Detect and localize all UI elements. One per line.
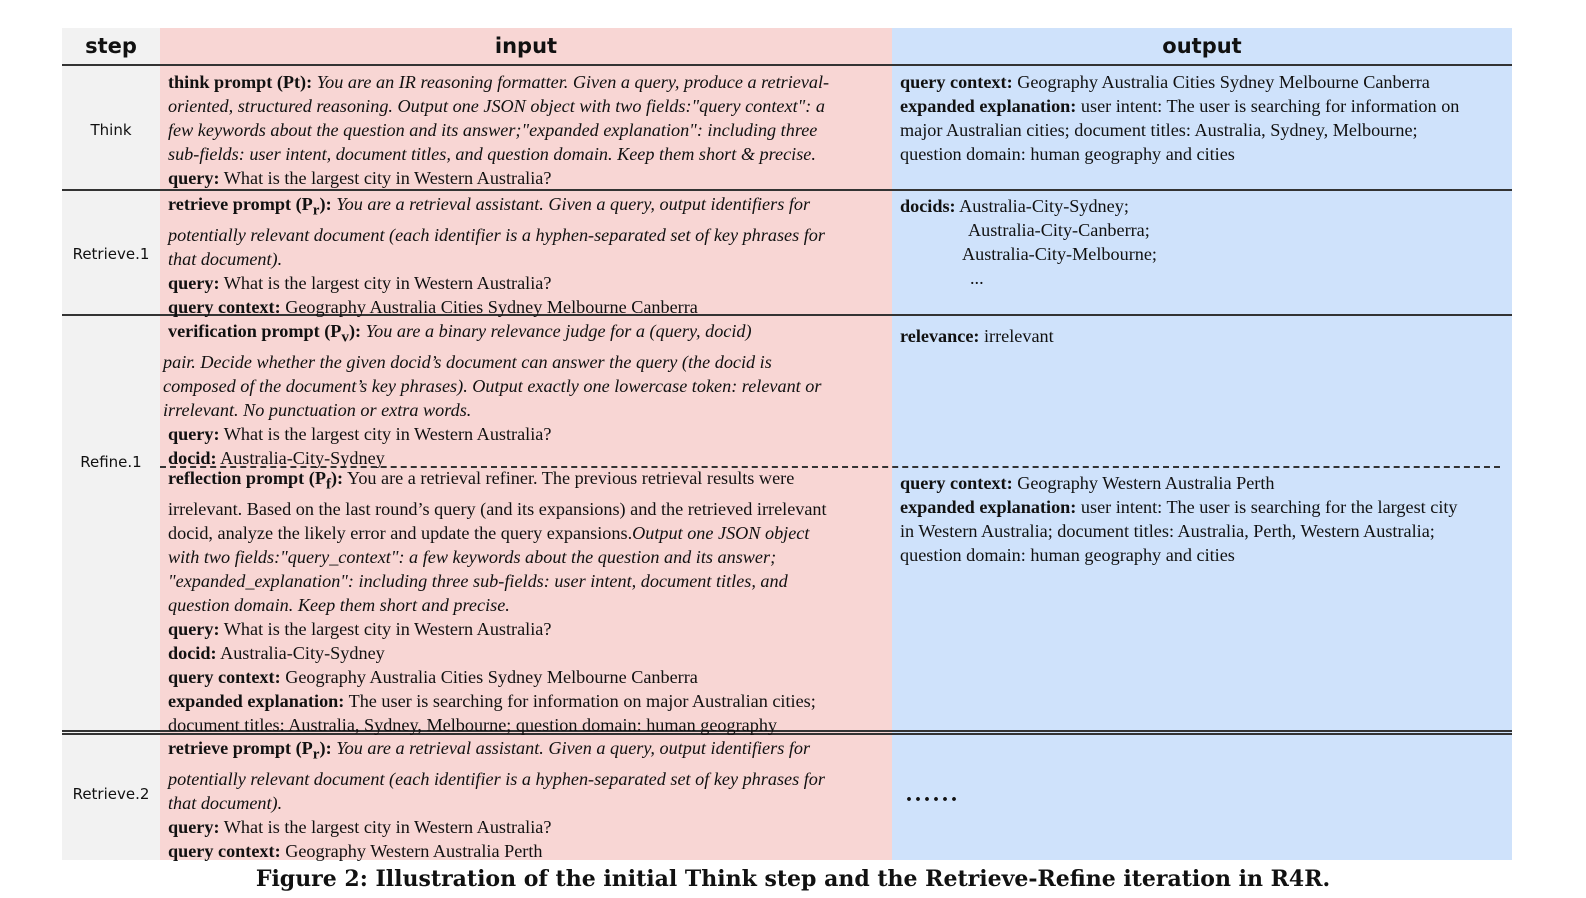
query-context-text: Geography Western Australia Perth [285,840,543,861]
verification-prompt-line: composed of the document’s key phrases). Output exactly one lowercase token: relevant or [163,375,822,396]
query-context-text: Geography Australia Cities Sydney Melbourne Canberra [1017,72,1430,92]
retrieve-prompt-label: retrieve prompt (P [168,194,313,214]
retrieve-prompt-label: retrieve prompt (P [168,738,313,758]
reflection-prompt-line: with two fields:"query_context": a few keywords about the question and its answer; [168,546,777,567]
retrieve2-output-ellipsis: ...... [906,781,960,807]
think-prompt-line: You are an IR reasoning formatter. Given a query, produce a retrieval- [316,72,830,92]
retrieve-prompt-sub: r [312,201,320,219]
expanded-explanation-label: expanded explanation: [900,96,1077,116]
docid-item: Australia-City-Sydney; [959,196,1129,216]
query-label: query: [168,272,220,293]
query-text: What is the largest city in Western Australia? [223,816,552,837]
verification-prompt-line: irrelevant. No punctuation or extra words. [163,399,472,420]
reflection-prompt-label-end: ): [331,468,344,488]
expanded-explanation-text: user intent: The user is searching for information on [1080,96,1460,116]
query-text: What is the largest city in Western Australia? [223,423,552,444]
verification-prompt-label: verification prompt (P [168,321,342,341]
reflection-prompt-line: question domain. Keep them short and precise. [168,594,510,615]
query-context-text: Geography Western Australia Perth [1017,473,1275,493]
query-context-label: query context: [900,473,1013,493]
think-prompt-line: oriented, structured reasoning. Output one JSON object with two fields:"query context": a [168,96,825,116]
retrieve-prompt-line: that document). [168,792,283,813]
query-context-label: query context: [168,296,281,317]
retrieve-prompt-line: that document). [168,248,283,269]
verification-prompt-text: You are a binary relevance judge for a (query, docid) [365,321,752,341]
expanded-explanation-label: expanded explanation: [900,497,1077,517]
relevance-text: irrelevant [984,326,1054,346]
reflection-prompt-label: reflection prompt (P [168,468,326,488]
query-text: What is the largest city in Western Australia? [223,618,552,639]
query-context-label: query context: [900,72,1013,92]
docid-item: Australia-City-Canberra; [968,220,1150,240]
reflection-prompt-line: docid, analyze the likely error and update the query expansions. [168,522,633,543]
docid-text: Australia-City-Sydney [220,642,385,663]
docid-text: Australia-City-Sydney [220,447,385,468]
relevance-label: relevance: [900,326,980,346]
reflection-prompt-text: You are a retrieval refiner. The previous retrieval results were [347,468,795,488]
expanded-explanation-line: document titles: Australia, Sydney, Melbourne; question domain: human geography [168,714,778,735]
retrieve-prompt-text: You are a retrieval assistant. Given a query, output identifiers for [336,738,811,758]
query-label: query: [168,618,220,639]
query-text: What is the largest city in Western Australia? [223,272,552,293]
retrieve-prompt-text: You are a retrieval assistant. Given a query, output identifiers for [336,194,811,214]
retrieve1-output [900,194,1508,290]
retrieve-prompt-label-end: ): [319,194,332,214]
retrieve2-input [168,736,888,863]
refine1-verification-input [163,319,888,470]
header-step: step [85,34,137,58]
docid-item: ... [970,268,984,288]
think-output [900,70,1508,166]
header-divider [62,64,1512,66]
docid-label: docid: [168,447,217,468]
think-input [168,70,888,190]
query-context-text: Geography Australia Cities Sydney Melbourne Canberra [285,666,698,687]
refine1-relevance-output [900,324,1508,348]
query-context-label: query context: [168,666,281,687]
retrieve1-input [168,192,888,319]
retrieve-prompt-sub: r [312,745,320,763]
docid-item: Australia-City-Melbourne; [962,244,1157,264]
retrieve-prompt-label-end: ): [319,738,332,758]
refine1-reflection-input [168,466,888,737]
step-refine-1: Refine.1 [80,453,142,471]
think-prompt-line: sub-fields: user intent, document titles, and question domain. Keep them short & precise. [168,144,816,164]
step-column-background [62,28,160,860]
expanded-explanation-text: The user is searching for information on major Australian cities; [348,690,816,711]
think-prompt-line: few keywords about the question and its answer;"expanded explanation": including three [168,120,818,140]
docid-label: docid: [168,642,217,663]
retrieve-prompt-line: potentially relevant document (each identifier is a hyphen-separated set of key phrases for [168,224,825,245]
query-context-text: Geography Australia Cities Sydney Melbourne Canberra [285,296,698,317]
query-label: query: [168,816,220,837]
expanded-explanation-line: major Australian cities; document titles: Australia, Sydney, Melbourne; [900,120,1418,140]
step-retrieve-1: Retrieve.1 [72,245,150,263]
header-output: output [1162,34,1242,58]
step-think: Think [90,121,132,139]
query-text: What is the largest city in Western Australia? [223,168,552,188]
expanded-explanation-text: user intent: The user is searching for the largest city [1080,497,1458,517]
query-context-label: query context: [168,840,281,861]
query-label: query: [168,168,220,188]
figure-table [62,28,1512,860]
reflection-prompt-sub: f [325,475,331,493]
expanded-explanation-line: in Western Australia; document titles: Australia, Perth, Western Australia; [900,521,1435,541]
verification-prompt-line: pair. Decide whether the given docid’s document can answer the query (the docid is [163,351,772,372]
expanded-explanation-label: expanded explanation: [168,690,345,711]
expanded-explanation-line: question domain: human geography and cities [900,545,1235,565]
reflection-prompt-line: irrelevant. Based on the last round’s query (and its expansions) and the retrieved irrelevant [168,498,827,519]
header-input: input [494,34,558,58]
figure-caption: Figure 2: Illustration of the initial Think step and the Retrieve-Refine iteration in R4R. [255,866,1331,892]
step-retrieve-2: Retrieve.2 [72,785,150,803]
reflection-prompt-line: "expanded_explanation": including three sub-fields: user intent, document titles, and [168,570,788,591]
refine1-reflection-output [900,471,1508,567]
reflection-prompt-italic: Output one JSON object [632,522,810,543]
verification-prompt-sub: v [341,328,349,346]
docids-label: docids: [900,196,956,216]
query-label: query: [168,423,220,444]
think-prompt-label: think prompt (Pt): [168,72,313,92]
retrieve-prompt-line: potentially relevant document (each identifier is a hyphen-separated set of key phrases for [168,768,825,789]
expanded-explanation-line: question domain: human geography and cities [900,144,1235,164]
verification-prompt-label-end: ): [349,321,362,341]
